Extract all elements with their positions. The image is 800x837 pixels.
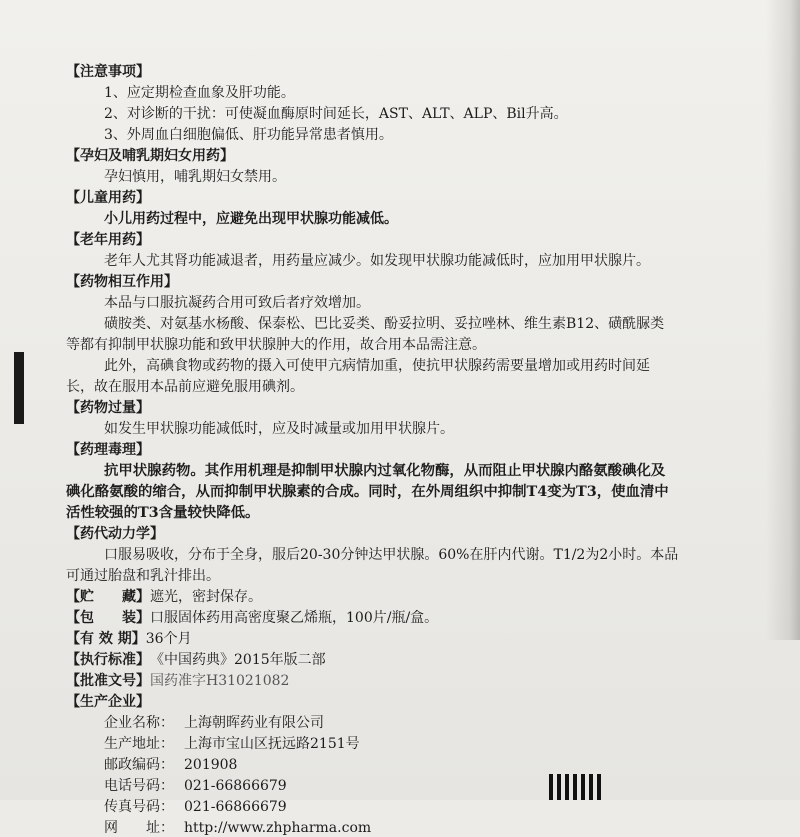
field-label: 企业名称： [104,715,174,731]
storage-label: 【贮 藏】 [66,589,150,605]
page-edge-shadow [766,0,800,640]
company-phone: 021-66866679 [184,778,287,794]
company-postcode: 201908 [184,757,238,773]
standard-value: 《中国药典》2015年版二部 [150,652,326,668]
company-name: 上海朝晖药业有限公司 [184,715,324,731]
interactions-header: 【药物相互作用】 [66,274,178,290]
validity-row [66,630,766,648]
storage-value: 遮光，密封保存。 [150,589,262,605]
pharmacology-line-3: 活性较强的T3含量较快降低。 [66,504,260,521]
validity-value: 36个月 [145,631,192,647]
precautions-line-3: 3、外周血白细胞偏低、肝功能异常患者慎用。 [104,127,393,143]
field-label: 传真号码： [104,799,174,815]
field-label: 生产地址： [104,736,174,752]
approval-value: 国药准字H31021082 [150,673,290,689]
precautions-line-2: 2、对诊断的干扰：可使凝血酶原时间延长，AST、ALT、ALP、Bil升高。 [104,106,568,122]
children-header: 【儿童用药】 [66,190,150,206]
manufacturer-address-field [66,735,766,753]
overdose-header: 【药物过量】 [66,400,150,416]
storage-row [66,588,766,606]
manufacturer-header: 【生产企业】 [66,694,150,710]
pharmacokinetics-header: 【药代动力学】 [66,526,164,542]
manufacturer-phone-field [66,777,766,795]
manufacturer-postcode-field [66,756,766,774]
field-label: 网 址： [104,820,174,836]
interactions-line-1: 本品与口服抗凝药合用可致后者疗效增加。 [104,295,370,311]
elderly-line-1: 老年人尤其肾功能减退者，用药量应减少。如发现甲状腺功能减低时，应加用甲状腺片。 [104,253,650,269]
interactions-line-3: 等都有抑制甲状腺功能和致甲状腺肿大的作用，故合用本品需注意。 [66,337,486,353]
package-value: 口服固体药用高密度聚乙烯瓶，100片/瓶/盒。 [150,610,439,626]
package-row [66,609,766,627]
standard-row [66,651,766,669]
pharmacology-line-1: 抗甲状腺药物。其作用机理是抑制甲状腺内过氧化物酶，从而阻止甲状腺内酪氨酸碘化及 [104,462,666,479]
elderly-header: 【老年用药】 [66,232,150,248]
field-label: 电话号码： [104,778,174,794]
pharmacokinetics-line-1: 口服易吸收，分布于全身，服后20-30分钟达甲状腺。60%在肝内代谢。T1/2为2小时。本品 [104,547,679,563]
interactions-line-5: 长，故在服用本品前应避免服用碘剂。 [66,379,304,395]
standard-label: 【执行标准】 [66,652,150,668]
company-fax: 021-66866679 [184,799,287,815]
pregnancy-line-1: 孕妇慎用，哺乳期妇女禁用。 [104,169,286,185]
field-label: 邮政编码： [104,757,174,773]
pharmacokinetics-line-2: 可通过胎盘和乳汁排出。 [66,568,220,584]
precautions-header: 【注意事项】 [66,64,150,80]
interactions-line-4: 此外，高碘食物或药物的摄入可使甲亢病情加重，使抗甲状腺药需要量增加或用药时间延 [104,358,650,374]
manufacturer-website-field [66,819,766,837]
approval-label: 【批准文号】 [66,673,150,689]
pharmacology-line-2: 碘化酪氨酸的缩合，从而抑制甲状腺素的合成。同时，在外周组织中抑制T4变为T3，使血清中 [66,483,669,500]
company-address: 上海市宝山区抚远路2151号 [184,736,360,752]
overdose-line-1: 如发生甲状腺功能减低时，应及时减量或加用甲状腺片。 [104,421,454,437]
validity-label: 【有 效 期】 [66,631,146,647]
registration-mark [14,352,24,424]
company-website: http://www.zhpharma.com [184,820,372,836]
approval-row [66,672,766,690]
manufacturer-name-field [66,714,766,732]
leaflet-content [66,60,766,837]
precautions-line-1: 1、应定期检查血象及肝功能。 [104,85,295,101]
package-label: 【包 装】 [66,610,150,626]
pharmacology-header: 【药理毒理】 [66,442,150,458]
interactions-line-2: 磺胺类、对氨基水杨酸、保泰松、巴比妥类、酚妥拉明、妥拉唑林、维生素B12、磺酰脲类 [104,316,665,332]
pregnancy-header: 【孕妇及哺乳期妇女用药】 [66,148,234,164]
manufacturer-fax-field [66,798,766,816]
children-line-1: 小儿用药过程中，应避免出现甲状腺功能减低。 [104,211,398,227]
